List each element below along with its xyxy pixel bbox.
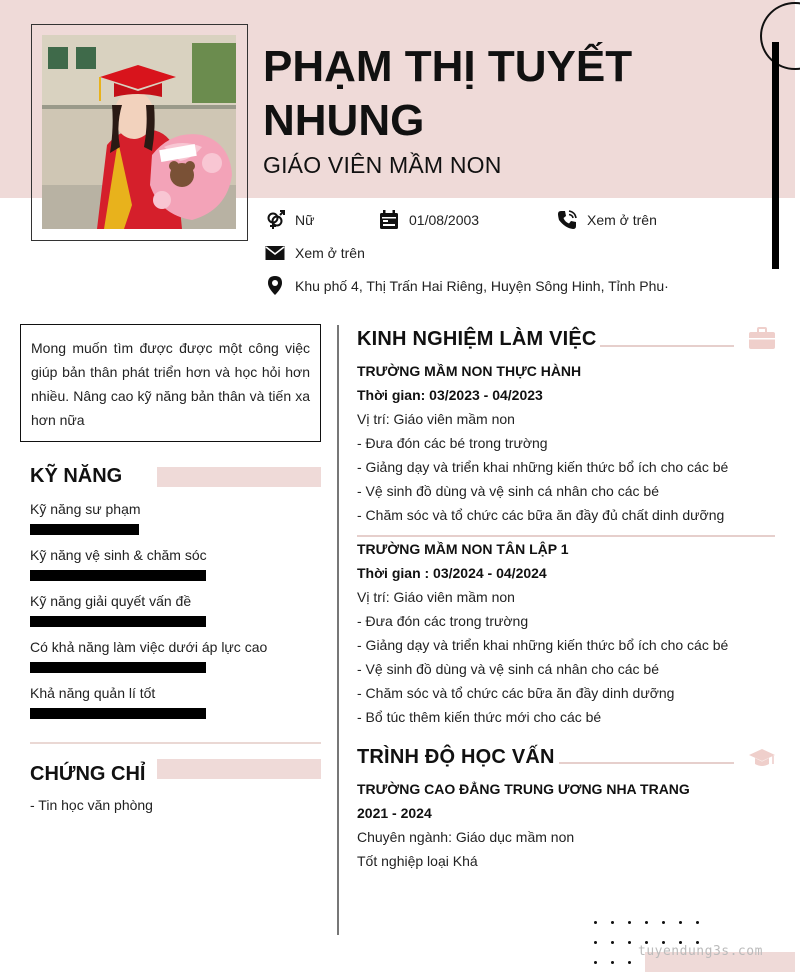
job-duty: - Đưa đón các bé trong trường [357,435,548,451]
skills-heading-band [157,467,321,487]
skill-level-bar [30,570,206,581]
job-duty: - Giảng dạy và triển khai những kiến thức bổ ích cho các bé [357,459,729,475]
education-school: TRƯỜNG CAO ĐẲNG TRUNG ƯƠNG NHA TRANG [357,781,690,797]
skill-level-bar [30,662,206,673]
skills-heading: KỸ NĂNG [30,465,123,487]
gender-info [265,210,314,230]
education-result: Tốt nghiệp loại Khá [357,853,478,869]
experience-heading: KINH NGHIỆM LÀM VIỆC [357,328,597,350]
envelope-icon [265,243,285,263]
decorative-dot [611,921,614,924]
skill-label: Có khả năng làm việc dưới áp lực cao [30,639,268,655]
job-position: Vị trí: Giáo viên mầm non [357,411,515,427]
education-heading: TRÌNH ĐỘ HỌC VẤN [357,746,555,768]
skill-level-bar [30,524,139,535]
decorative-dot [679,921,682,924]
candidate-name: PHẠM THỊ TUYẾT NHUNG [263,42,633,145]
decorative-dot [628,941,631,944]
decorative-dot [611,961,614,964]
skill-label: Kỹ năng sư phạm [30,501,141,517]
phone-value: Xem ở trên [587,212,657,228]
job-duty: - Vệ sinh đồ dùng và vệ sinh cá nhân cho các bé [357,661,659,677]
skill-label: Khả năng quản lí tốt [30,685,156,701]
certificates-heading-band [157,759,321,779]
column-divider [337,325,339,935]
decorative-dot [628,921,631,924]
graduation-cap-icon [748,746,776,770]
decorative-dot [662,921,665,924]
decorative-dot [611,941,614,944]
phone-info [557,210,657,230]
section-divider [30,742,321,744]
decorative-bar [772,42,779,269]
job-duty: - Bổ túc thêm kiến thức mới cho các bé [357,709,602,725]
skill-label: Kỹ năng vệ sinh & chăm sóc [30,547,207,563]
gender-value: Nữ [295,212,315,228]
job-duty: - Đưa đón các trong trường [357,613,529,629]
address-info [265,276,669,296]
decorative-dot [594,961,597,964]
job-duty: - Vệ sinh đồ dùng và vệ sinh cá nhân cho các bé [357,483,659,499]
email-value: Xem ở trên [295,245,365,261]
education-major: Chuyên ngành: Giáo dục mầm non [357,829,575,845]
education-heading-line [559,762,734,764]
birthdate-value: 01/08/2003 [409,212,480,228]
job-duty: - Chăm sóc và tổ chức các bữa ăn đầy đủ chất dinh dưỡng [357,507,725,523]
job-title: GIÁO VIÊN MẦM NON [263,152,502,178]
job-position: Vị trí: Giáo viên mầm non [357,589,515,605]
education-years: 2021 - 2024 [357,805,432,821]
decorative-dot [594,921,597,924]
birthdate-info [379,210,479,230]
profile-photo [42,35,236,229]
job-duty: - Chăm sóc và tổ chức các bữa ăn đầy dinh dưỡng [357,685,675,701]
decorative-dot [696,921,699,924]
phone-icon [557,210,577,230]
career-objective: Mong muốn tìm được được một công việc giúp bản thân phát triển hơn và học hỏi hơn nhiều. Nâng cao kỹ năng bản thân và tiến xa hơn nữa [20,324,321,442]
watermark: tuyendung3s.com [638,944,763,959]
email-info [265,243,365,263]
skill-level-bar [30,616,206,627]
calendar-icon [379,210,399,230]
job-period: Thời gian : 03/2024 - 04/2024 [357,565,547,581]
skill-label: Kỹ năng giải quyết vấn đề [30,593,192,609]
briefcase-icon [748,327,776,351]
decorative-dot [628,961,631,964]
skill-level-bar [30,708,206,719]
job-company: TRƯỜNG MẦM NON TÂN LẬP 1 [357,541,569,557]
decorative-dot [594,941,597,944]
gender-icon [265,210,285,230]
job-period: Thời gian: 03/2023 - 04/2023 [357,387,543,403]
certificates-heading: CHỨNG CHỈ [30,763,146,785]
address-value: Khu phố 4, Thị Trấn Hai Riêng, Huyện Sông Hinh, Tỉnh Phu· [295,278,669,294]
experience-heading-line [600,345,734,347]
job-duty: - Giảng dạy và triển khai những kiến thức bổ ích cho các bé [357,637,729,653]
location-pin-icon [265,276,285,296]
job-separator [357,535,775,537]
job-company: TRƯỜNG MẦM NON THỰC HÀNH [357,363,582,379]
decorative-dot [645,921,648,924]
certificate-item: - Tin học văn phòng [30,797,153,813]
